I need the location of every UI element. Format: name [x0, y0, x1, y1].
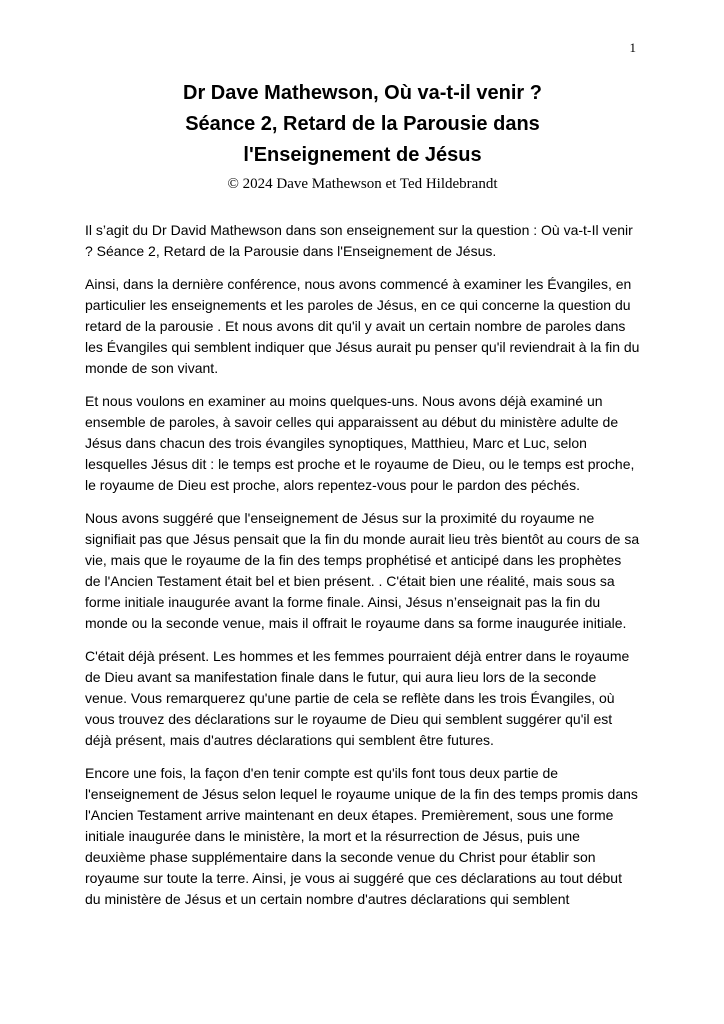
title-line-2: Séance 2, Retard de la Parousie dans [185, 113, 540, 135]
copyright-line: © 2024 Dave Mathewson et Ted Hildebrandt [227, 176, 498, 192]
paragraph-3: Et nous voulons en examiner au moins quelques-uns. Nous avons déjà examiné un ensemble de paroles, à savoir celles qui apparaissent au début du ministère adulte de Jésus dans chacun des trois évangiles synoptiques, Matthieu, Marc et Luc, selon lesquelles Jésus dit : le temps est proche et le royaume de Dieu, ou le temps est proche, le royaume de Dieu est proche, alors repentez-vous pour le pardon des péchés. [85, 393, 635, 493]
page-number: 1 [629, 40, 636, 55]
title-line-1: Dr Dave Mathewson, Où va-t-il venir ? [183, 82, 542, 104]
paragraph-4: Nous avons suggéré que l'enseignement de Jésus sur la proximité du royaume ne signifiait pas que Jésus pensait que la fin du monde aurait lieu très bientôt au cours de sa vie, mais que le royaume de la fin des temps prophétisé et anticipé dans les prophètes de l'Ancien Testament était bel et bien présent. . C'était bien une réalité, mais sous sa forme initiale inaugurée avant la forme finale. Ainsi, Jésus n’enseignait pas la fin du monde ou la seconde venue, mais il offrait le royaume dans sa forme inaugurée initiale. [85, 510, 640, 631]
page-content [85, 78, 640, 922]
paragraph-5: C'était déjà présent. Les hommes et les femmes pourraient déjà entrer dans le royaume de Dieu avant sa manifestation finale dans le futur, qui aura lieu lors de la seconde venue. Vous remarquerez qu'une partie de cela se reflète dans les trois Évangiles, où vous trouvez des déclarations sur le royaume de Dieu qui semblent suggérer qu'il est déjà présent, mais d'autres déclarations qui semblent être futures. [85, 648, 630, 748]
document-title [85, 78, 640, 171]
document-body [85, 220, 640, 910]
paragraph-1: Il s’agit du Dr David Mathewson dans son enseignement sur la question : Où va-t-Il venir ? Séance 2, Retard de la Parousie dans l'Enseignement de Jésus. [85, 222, 633, 259]
paragraph-2: Ainsi, dans la dernière conférence, nous avons commencé à examiner les Évangiles, en particulier les enseignements et les paroles de Jésus, en ce qui concerne la question du retard de la parousie . Et nous avons dit qu'il y avait un certain nombre de paroles dans les Évangiles qui semblent indiquer que Jésus aurait pu penser qu'il reviendrait à la fin du monde de son vivant. [85, 276, 640, 376]
title-line-3: l'Enseignement de Jésus [243, 144, 482, 166]
paragraph-6: Encore une fois, la façon d'en tenir compte est qu'ils font tous deux partie de l'enseignement de Jésus selon lequel le royaume unique de la fin des temps promis dans l'Ancien Testament arrive maintenant en deux étapes. Premièrement, sous une forme initiale inaugurée dans le ministère, la mort et la résurrection de Jésus, puis une deuxième phase supplémentaire dans la seconde venue du Christ pour établir son royaume sur toute la terre. Ainsi, je vous ai suggéré que ces déclarations au tout début du ministère de Jésus et un certain nombre d'autres déclarations qui semblent [85, 765, 638, 907]
